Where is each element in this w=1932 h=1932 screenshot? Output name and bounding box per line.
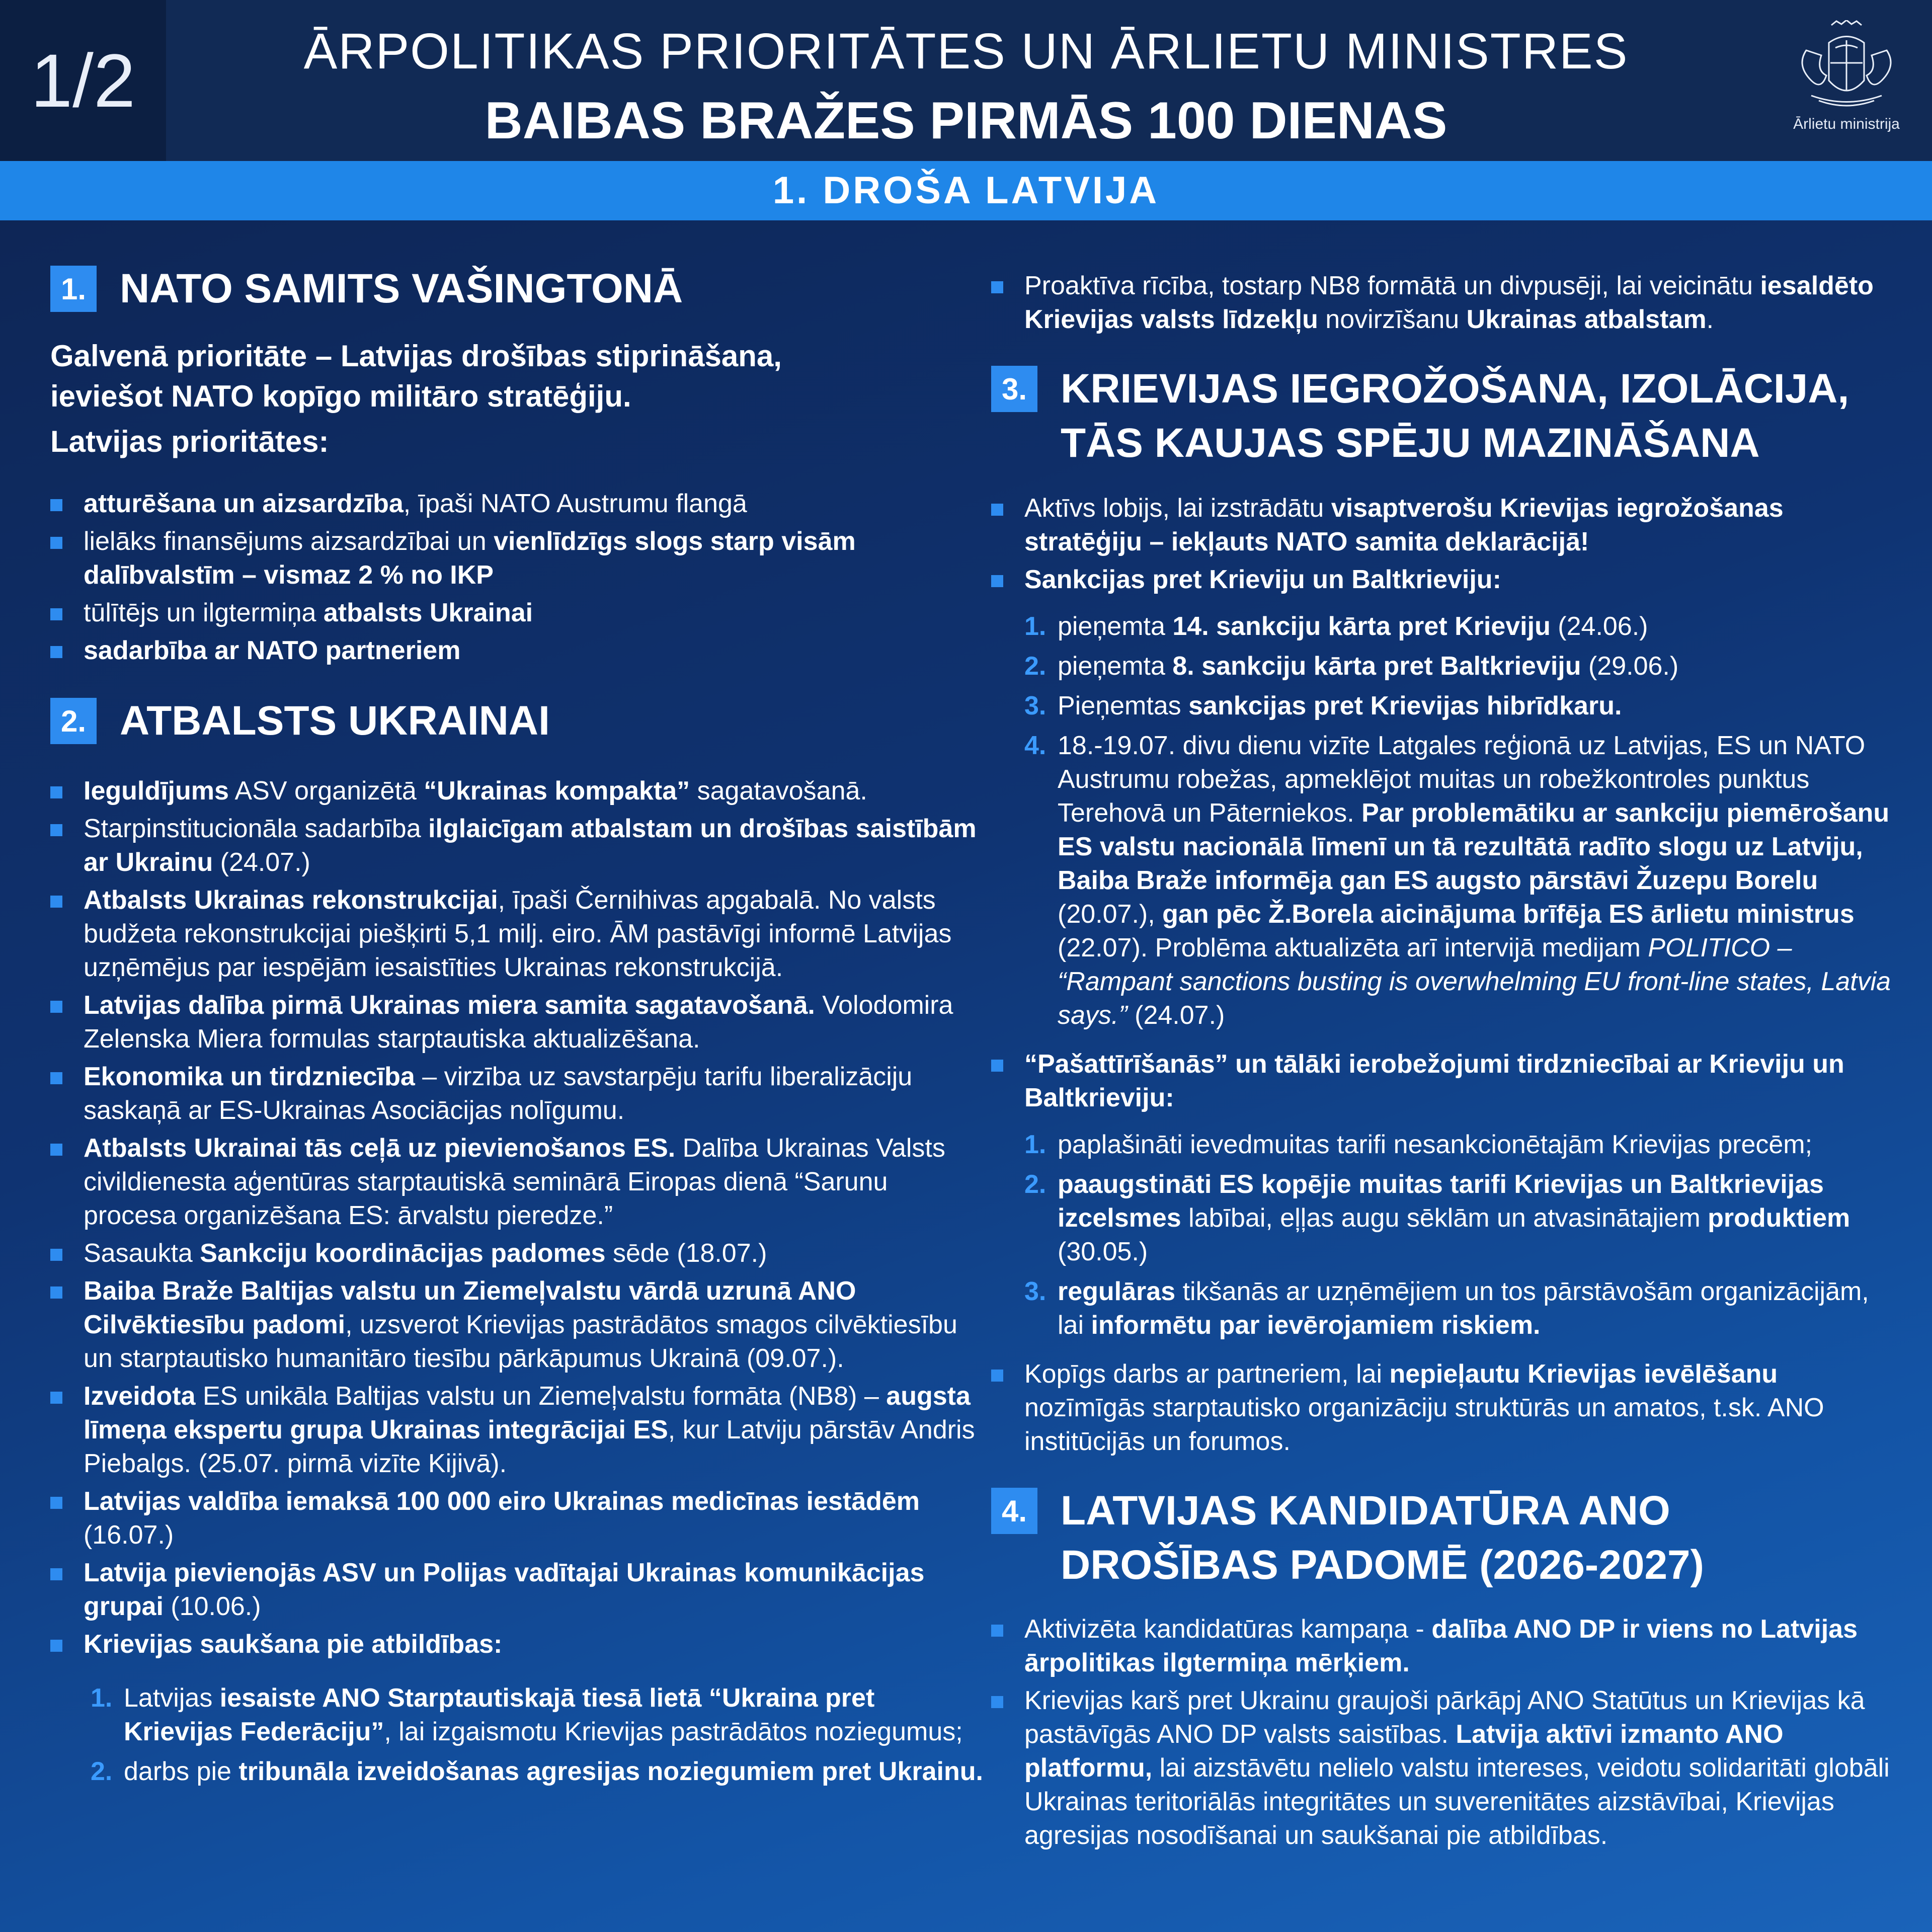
title-line-1: ĀRPOLITIKAS PRIORITĀTES UN ĀRLIETU MINISTRES [303,23,1629,79]
accountability-list [91,1681,986,1789]
list-item: Latvija pievienojās ASV un Polijas vadītajai Ukrainas komunikācijas grupai (10.06.) [50,1556,986,1624]
list-item: atturēšana un aizsardzība, īpaši NATO Austrumu flangā [50,487,986,521]
list-item: Ekonomika un tirdzniecība – virzība uz savstarpēju tarifu liberalizāciju saskaņā ar ES-Ukrainas Asociācijas nolīgumu. [50,1060,986,1128]
section-3-heading [991,362,1892,470]
numbered-item: 1. paplašināti ievedmuitas tarifi nesankcionētajām Krievijas precēm; [1024,1130,1813,1159]
left-column [50,262,986,1795]
numbered-item: 4. 18.-19.07. divu dienu vizīte Latgales reģionā uz Latvijas, ES un NATO Austrumu robežas, apmeklējot muitas un robežkontroles punktus Terehovā un Pāterniekos. Par problemātiku ar sankciju piemērošanu ES valstu nacionālā līmenī un tā rezultātā radīto slogu uz Latviju, Baiba Braže informēja gan ES augsto pārstāvi Žuzepu Borelu (20.07.), gan pēc Ž.Borela aicinājuma brīfēja ES ārlietu ministrus (22.07). Problēma aktualizēta arī intervijā medijam POLITICO – “Rampant sanctions busting is overwhelming EU front-line states, Latvia says.” (24.07.) [1024,731,1891,1030]
coat-of-arms-icon [1791,20,1902,111]
section-1-heading [50,262,986,316]
numbered-item: 2. darbs pie tribunāla izveidošanas agresijas noziegumiem pret Ukrainu. [91,1757,983,1786]
list-item: Aktivizēta kandidatūras kampaņa - dalība ANO DP ir viens no Latvijas ārpolitikas ilgtermiņa mērķiem. [991,1613,1892,1680]
russia-list [991,492,1892,597]
list-item: lielāks finansējums aizsardzībai un vienlīdzīgs slogs starp visām dalībvalstīm – vismaz 2 % no IKP [50,525,986,592]
trade-list [991,1048,1892,1115]
numbered-item: 2. pieņemta 8. sankciju kārta pret Baltkrieviju (29.06.) [1024,652,1679,681]
ministry-logo [1781,20,1912,151]
list-item: Latvijas dalība pirmā Ukrainas miera samita sagatavošanā. Volodomira Zelenska Miera formulas starptautiska aktualizēšana. [50,989,986,1056]
header [0,0,1932,161]
section-number: 2. [50,698,97,744]
lead-line-2: ieviešot NATO kopīgo militāro stratēģiju. [50,379,631,413]
section-4-heading [991,1484,1892,1592]
list-item: Kopīgs darbs ar partneriem, lai nepieļautu Krievijas ievēlēšanu nozīmīgās starptautisko organizāciju struktūrās un amatos, t.sk. ANO institūcijās un forumos. [991,1357,1892,1459]
list-item: tūlītējs un ilgtermiņa atbalsts Ukrainai [50,596,986,630]
list-item: Atbalsts Ukrainai tās ceļā uz pievienošanos ES. Dalība Ukrainas Valsts civildienesta aģentūras starptautiskā seminārā Eiropas dienā “Sarunu procesa organizēšana ES: ārvalstu pieredze.” [50,1132,986,1233]
section-number: 3. [991,366,1037,412]
logo-caption: Ārlietu ministrija [1793,116,1900,132]
numbered-item: 2. paaugstināti ES kopējie muitas tarifi Krievijas un Baltkrievijas izcelsmes labībai, eļļas augu sēklām un atvasinātajiem produktiem (30.05.) [1024,1170,1850,1266]
section-title: ATBALSTS UKRAINAI [120,698,550,744]
ukraine-support-list [50,774,986,1661]
numbered-item: 1. Latvijas iesaiste ANO Starptautiskajā tiesā lietā “Ukraina pret Krievijas Federāciju”, lai izgaismotu Krievijas pastrādātos noziegumus; [91,1683,963,1746]
un-candidacy-list [991,1613,1892,1853]
list-item: Aktīvs lobijs, lai izstrādātu visaptverošu Krievijas iegrožošanas stratēģiju – iekļauts NATO samita deklarācijā! [991,492,1892,559]
section-2-heading [50,694,986,748]
continued-list [991,269,1892,337]
section-number: 4. [991,1488,1037,1534]
sanctions-list [1024,610,1892,1032]
list-item: Izveidota ES unikāla Baltijas valstu un Ziemeļvalstu formāta (NB8) – augsta līmeņa ekspertu grupa Ukrainas integrācijai ES, kur Latviju pārstāv Andris Piebalgs. (25.07. pirmā vizīte Kijivā). [50,1380,986,1481]
list-item: Atbalsts Ukrainas rekonstrukcijai, īpaši Černihivas apgabalā. No valsts budžeta rekonstrukcijai piešķirti 5,1 milj. eiro. ĀM pastāvīgi informē Latvijas uzņēmējus par iespējām iesaistīties Ukrainas rekonstrukcijā. [50,883,986,985]
priorities-subheading: Latvijas prioritātes: [50,425,329,458]
list-item: Starpinstitucionāla sadarbība ilglaicīgam atbalstam un drošības saistībām ar Ukrainu (24.07.) [50,812,986,879]
list-item: Ieguldījums ASV organizētā “Ukrainas kompakta” sagatavošanā. [50,774,986,808]
section-number: 1. [50,266,97,312]
list-item: Sasaukta Sankciju koordinācijas padomes sēde (18.07.) [50,1237,986,1270]
numbered-item: 3. regulāras tikšanās ar uzņēmējiem un tos pārstāvošām organizācijām, lai informētu par ievērojamiem riskiem. [1024,1277,1869,1340]
trade-measures-list [1024,1128,1892,1342]
title-line-2: BAIBAS BRAŽES PIRMĀS 100 DIENAS [485,92,1447,150]
list-item: Baiba Braže Baltijas valstu un Ziemeļvalstu vārdā uzrunā ANO Cilvēktiesību padomi, uzsverot Krievijas pastrādātos smagos cilvēktiesību un starptautisko humanitāro tiesību pārkāpumus Ukrainā (09.07.). [50,1274,986,1376]
section-title: NATO SAMITS VAŠINGTONĀ [120,266,683,311]
list-item: Sankcijas pret Krieviju un Baltkrieviju: [991,563,1892,597]
section-title: KRIEVIJAS IEGROŽOŠANA, IZOLĀCIJA, TĀS KAUJAS SPĒJU MAZINĀŠANA [1061,366,1849,466]
list-item: Krievijas saukšana pie atbildības: [50,1628,986,1661]
priorities-list [50,487,986,668]
partners-list [991,1357,1892,1459]
section-title: LATVIJAS KANDIDATŪRA ANO DROŠĪBAS PADOMĒ (2026-2027) [1061,1488,1704,1588]
list-item: Latvijas valdība iemaksā 100 000 eiro Ukrainas medicīnas iestādēm (16.07.) [50,1485,986,1552]
section-banner: 1. DROŠA LATVIJA [0,161,1932,220]
list-item: Proaktīva rīcība, tostarp NB8 formātā un divpusēji, lai veicinātu iesaldēto Krievijas valsts līdzekļu novirzīšanu Ukrainas atbalstam. [991,269,1892,337]
lead-line-1: Galvenā prioritāte – Latvijas drošības stiprināšana, [50,339,782,373]
list-item: “Pašattīrīšanās” un tālāki ierobežojumi tirdzniecībai ar Krieviju un Baltkrieviju: [991,1048,1892,1115]
list-item: sadarbība ar NATO partneriem [50,634,986,668]
right-column [991,269,1892,1857]
page-number: 1/2 [0,0,166,161]
list-item: Krievijas karš pret Ukrainu graujoši pārkāpj ANO Statūtus un Krievijas kā pastāvīgās ANO DP valsts saistības. Latvija aktīvi izmanto ANO platformu, lai aizstāvētu nelielo valstu intereses, veidotu solidaritāti globāli Ukrainas teritoriālās integritātes un suverenitātes aizstāvībai, Krievijas agresijas nosodīšanai un saukšanai pie atbildības. [991,1684,1892,1853]
numbered-item: 1. pieņemta 14. sankciju kārta pret Krieviju (24.06.) [1024,612,1648,641]
page-title [166,20,1766,153]
numbered-item: 3. Pieņemtas sankcijas pret Krievijas hibrīdkaru. [1024,691,1622,720]
